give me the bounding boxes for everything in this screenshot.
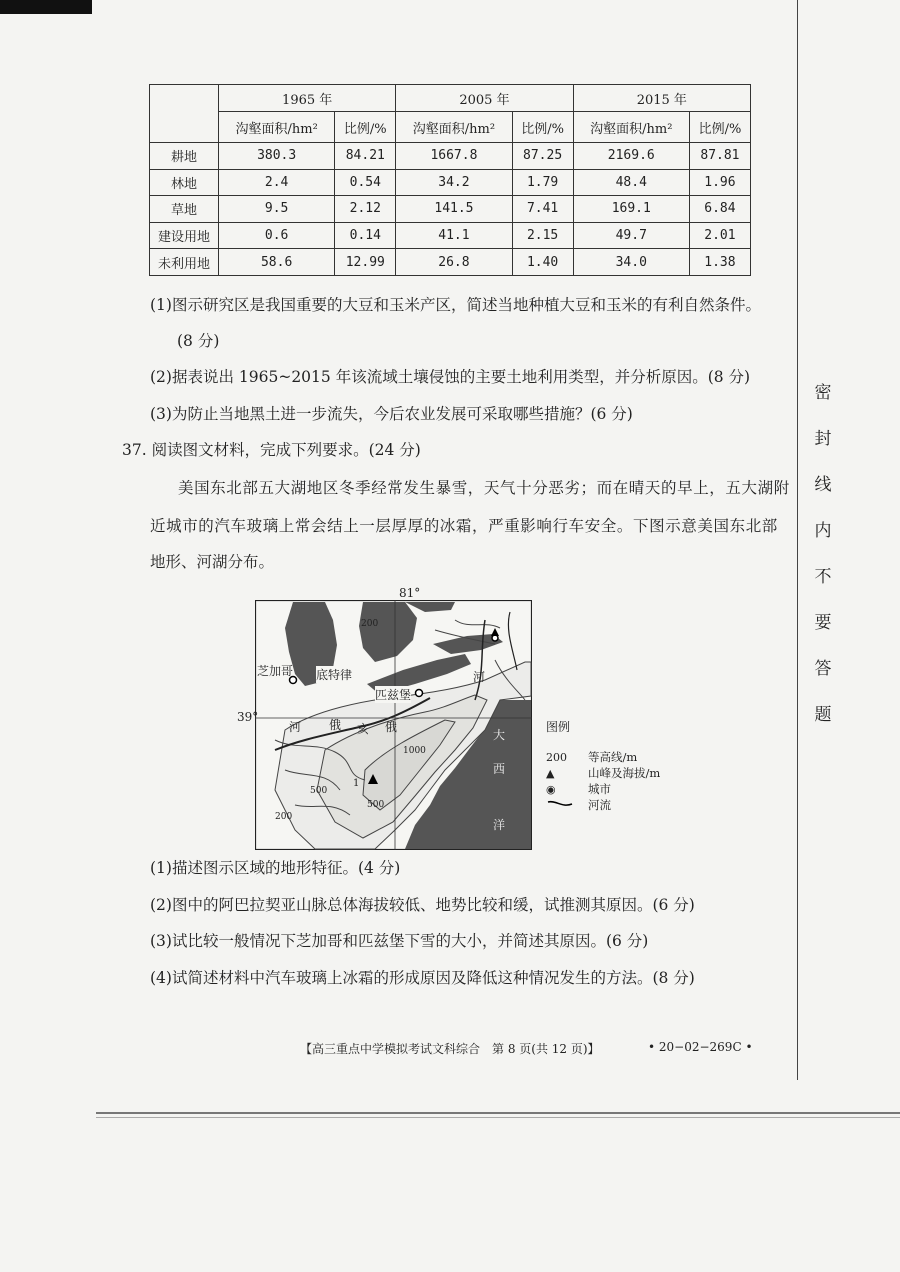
table-cell: 2.01 [689, 222, 750, 249]
table-cell: 58.6 [219, 249, 335, 276]
contour-value: 500 [310, 786, 328, 796]
page-footer: 【高三重点中学模拟考试文科综合 第 8 页(共 12 页)】 [300, 1042, 600, 1056]
legend-city-label: 城市 [588, 782, 611, 796]
table-cell: 12.99 [335, 249, 396, 276]
seal-char: 封 [814, 429, 832, 449]
pittsburgh-marker [416, 690, 423, 697]
table-cell: 87.81 [689, 143, 750, 170]
table-cell: 87.25 [512, 143, 573, 170]
contour-value: 200 [275, 812, 293, 822]
table-cell: 84.21 [335, 143, 396, 170]
table-cell: 48.4 [573, 169, 689, 196]
q36-sub1-line1: (1)图示研究区是我国重要的大豆和玉米产区，简述当地种植大豆和玉米的有利自然条件。 [150, 296, 761, 314]
row-label: 未利用地 [150, 249, 219, 276]
table-row [150, 143, 751, 170]
table-cell: 7.41 [512, 196, 573, 223]
legend-river [546, 797, 660, 813]
contour-symbol: 200 [546, 750, 567, 764]
row-label: 建设用地 [150, 222, 219, 249]
table-row [150, 196, 751, 223]
pittsburgh-label: 匹兹堡 [375, 688, 412, 702]
page-code: • 20−02−269C • [648, 1040, 753, 1054]
atlantic-label: 西 [493, 762, 506, 776]
subheader-area: 沟壑面积/hm² [219, 112, 335, 143]
table-cell: 1.79 [512, 169, 573, 196]
ohio-river-label: 俄 [329, 718, 342, 732]
q37-sub1: (1)描述图示区域的地形特征。(4 分) [150, 859, 401, 877]
legend-city [546, 781, 660, 797]
atlantic-label: 洋 [493, 818, 506, 832]
table-cell: 0.6 [219, 222, 335, 249]
table-cell: 0.54 [335, 169, 396, 196]
scan-edge-line [96, 1112, 900, 1114]
table-cell: 34.2 [396, 169, 512, 196]
table-cell: 2169.6 [573, 143, 689, 170]
table-corner-cell [150, 85, 219, 143]
map-legend [546, 718, 660, 813]
seal-char: 密 [814, 383, 832, 403]
row-label: 耕地 [150, 143, 219, 170]
legend-river-label: 河流 [588, 798, 611, 812]
year-header-2005: 2005 年 [396, 85, 573, 112]
ohio-river-label: 河 [289, 720, 302, 734]
seal-char: 题 [814, 705, 832, 725]
subheader-ratio: 比例/% [335, 112, 396, 143]
seal-char: 不 [814, 567, 832, 587]
subheader-ratio: 比例/% [689, 112, 750, 143]
table-cell: 1667.8 [396, 143, 512, 170]
q36-sub3: (3)为防止当地黑土进一步流失，今后农业发展可采取哪些措施？(6 分) [150, 405, 633, 423]
table-cell: 169.1 [573, 196, 689, 223]
year-header-2015: 2015 年 [573, 85, 750, 112]
contour-value: 500 [367, 800, 385, 810]
q37-paragraph-line1: 美国东北部五大湖地区冬季经常发生暴雪，天气十分恶劣；而在晴天的早上，五大湖附 [178, 479, 790, 497]
seal-line-notice [808, 370, 838, 738]
seal-char: 要 [814, 613, 832, 633]
q37-paragraph-line2: 近城市的汽车玻璃上常会结上一层厚厚的冰霜，严重影响行车安全。下图示意美国东北部 [150, 517, 778, 535]
q37-sub2: (2)图中的阿巴拉契亚山脉总体海拔较低、地势比较和缓，试推测其原因。(6 分) [150, 896, 695, 914]
subheader-area: 沟壑面积/hm² [573, 112, 689, 143]
table-row [150, 222, 751, 249]
table-cell: 2.15 [512, 222, 573, 249]
table-cell: 49.7 [573, 222, 689, 249]
table-row [150, 249, 751, 276]
q37-heading: 37. 阅读图文材料，完成下列要求。(24 分) [122, 441, 421, 459]
chicago-label: 芝加哥 [257, 664, 294, 678]
land-use-erosion-table [149, 84, 751, 276]
legend-peak [546, 765, 660, 781]
latitude-label: 39° [237, 710, 259, 724]
table-cell: 1.40 [512, 249, 573, 276]
seal-char: 答 [814, 659, 832, 679]
contour-value: 200 [361, 619, 379, 629]
binding-line [797, 0, 798, 1080]
river-icon [546, 798, 588, 813]
seal-char: 线 [814, 475, 832, 495]
scan-edge-line [96, 1117, 900, 1118]
row-label: 林地 [150, 169, 219, 196]
northeast-us-map [237, 586, 532, 850]
seal-char: 内 [814, 521, 832, 541]
table-cell: 9.5 [219, 196, 335, 223]
year-header-1965: 1965 年 [219, 85, 396, 112]
mountain-label: 1 [353, 778, 360, 789]
table-cell: 41.1 [396, 222, 512, 249]
table-cell: 34.0 [573, 249, 689, 276]
ohio-river-label: 俄 [385, 720, 398, 734]
q36-sub1-line2: (8 分) [177, 332, 220, 350]
table-cell: 380.3 [219, 143, 335, 170]
table-cell: 2.4 [219, 169, 335, 196]
q37-paragraph-line3: 地形、河湖分布。 [150, 553, 275, 571]
ohio-river-label: 亥 [357, 722, 370, 736]
scan-corner-mark [0, 0, 92, 14]
subheader-ratio: 比例/% [512, 112, 573, 143]
river-label: 河 [473, 670, 486, 684]
legend-title: 图例 [546, 720, 571, 734]
table-cell: 1.96 [689, 169, 750, 196]
subheader-area: 沟壑面积/hm² [396, 112, 512, 143]
legend-contour-label: 等高线/m [588, 750, 638, 764]
table-cell: 141.5 [396, 196, 512, 223]
city-icon: ◉ [546, 782, 556, 796]
q37-sub4: (4)试简述材料中汽车玻璃上冰霜的形成原因及降低这种情况发生的方法。(8 分) [150, 969, 695, 987]
legend-peak-label: 山峰及海拔/m [588, 766, 661, 780]
q37-sub3: (3)试比较一般情况下芝加哥和匹兹堡下雪的大小，并简述其原因。(6 分) [150, 932, 649, 950]
longitude-label: 81° [399, 586, 421, 600]
contour-value: 1000 [403, 746, 426, 756]
table-cell: 26.8 [396, 249, 512, 276]
detroit-label: 底特律 [316, 668, 353, 682]
table-cell: 0.14 [335, 222, 396, 249]
table-cell: 2.12 [335, 196, 396, 223]
q36-sub2: (2)据表说出 1965~2015 年该流域土壤侵蚀的主要土地利用类型，并分析原因。(8 分) [150, 368, 751, 386]
peak-icon: ▲ [546, 766, 555, 780]
table-cell: 6.84 [689, 196, 750, 223]
table-cell: 1.38 [689, 249, 750, 276]
row-label: 草地 [150, 196, 219, 223]
table-row [150, 169, 751, 196]
legend-contour [546, 749, 660, 765]
atlantic-label: 大 [493, 728, 506, 742]
